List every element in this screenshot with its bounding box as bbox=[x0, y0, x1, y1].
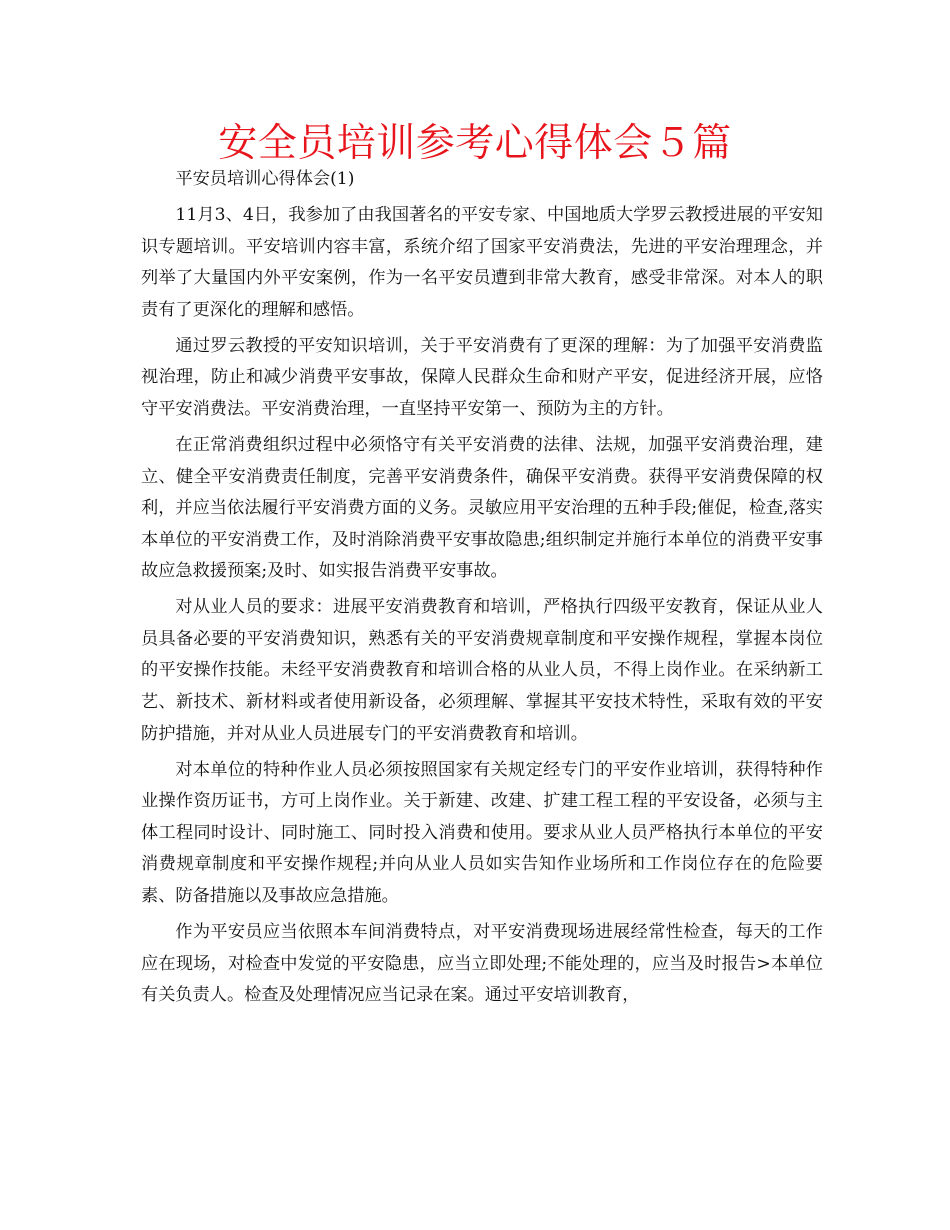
paragraph: 对本单位的特种作业人员必须按照国家有关规定经专门的平安作业培训，获得特种作业操作资历证书，方可上岗作业。关于新建、改建、扩建工程工程的平安设备，必须与主体工程同时设计、同时施工、同时投入消费和使用。要求从业人员严格执行本单位的平安消费规章制度和平安操作规程;并向从业人员如实告知作业场所和工作岗位存在的危险要素、防备措施以及事故应急措施。 bbox=[141, 759, 823, 907]
paragraph: 11月3、4日，我参加了由我国著名的平安专家、中国地质大学罗云教授进展的平安知识专题培训。平安培训内容丰富，系统介绍了国家平安消费法，先进的平安治理理念，并列举了大量国内外平安案例，作为一名平安员遭到非常大教育，感受非常深。对本人的职责有了更深化的理解和感悟。 bbox=[141, 204, 823, 320]
section-heading: 平安员培训心得体会(1) bbox=[175, 169, 355, 189]
document-title: 安全员培训参考心得体会５篇 bbox=[218, 121, 732, 166]
paragraph: 在正常消费组织过程中必须恪守有关平安消费的法律、法规，加强平安消费治理，建立、健全平安消费责任制度，完善平安消费条件，确保平安消费。获得平安消费保障的权利，并应当依法履行平安消费方面的义务。灵敏应用平安治理的五种手段;催促，检查,落实本单位的平安消费工作，及时消除消费平安事故隐患;组织制定并施行本单位的消费平安事故应急救援预案;及时、如实报告消费平安事故。 bbox=[141, 434, 823, 582]
paragraph: 作为平安员应当依照本车间消费特点，对平安消费现场进展经常性检查，每天的工作应在现场，对检查中发觉的平安隐患，应当立即处理;不能处理的，应当及时报告>本单位有关负责人。检查及处理情况应当记录在案。通过平安培训教育， bbox=[141, 922, 823, 1006]
document-body bbox=[141, 164, 823, 1016]
paragraph: 通过罗云教授的平安知识培训，关于平安消费有了更深的理解：为了加强平安消费监视治理，防止和减少消费平安事故，保障人民群众生命和财产平安，促进经济开展，应恪守平安消费法。平安消费治理，一直坚持平安第一、预防为主的方针。 bbox=[141, 335, 823, 419]
paragraph: 对从业人员的要求：进展平安消费教育和培训，严格执行四级平安教育，保证从业人员具备必要的平安消费知识，熟悉有关的平安消费规章制度和平安操作规程，掌握本岗位的平安操作技能。未经平安消费教育和培训合格的从业人员，不得上岗作业。在采纳新工艺、新技术、新材料或者使用新设备，必须理解、掌握其平安技术特性，采取有效的平安防护措施，并对从业人员进展专门的平安消费教育和培训。 bbox=[141, 597, 823, 744]
